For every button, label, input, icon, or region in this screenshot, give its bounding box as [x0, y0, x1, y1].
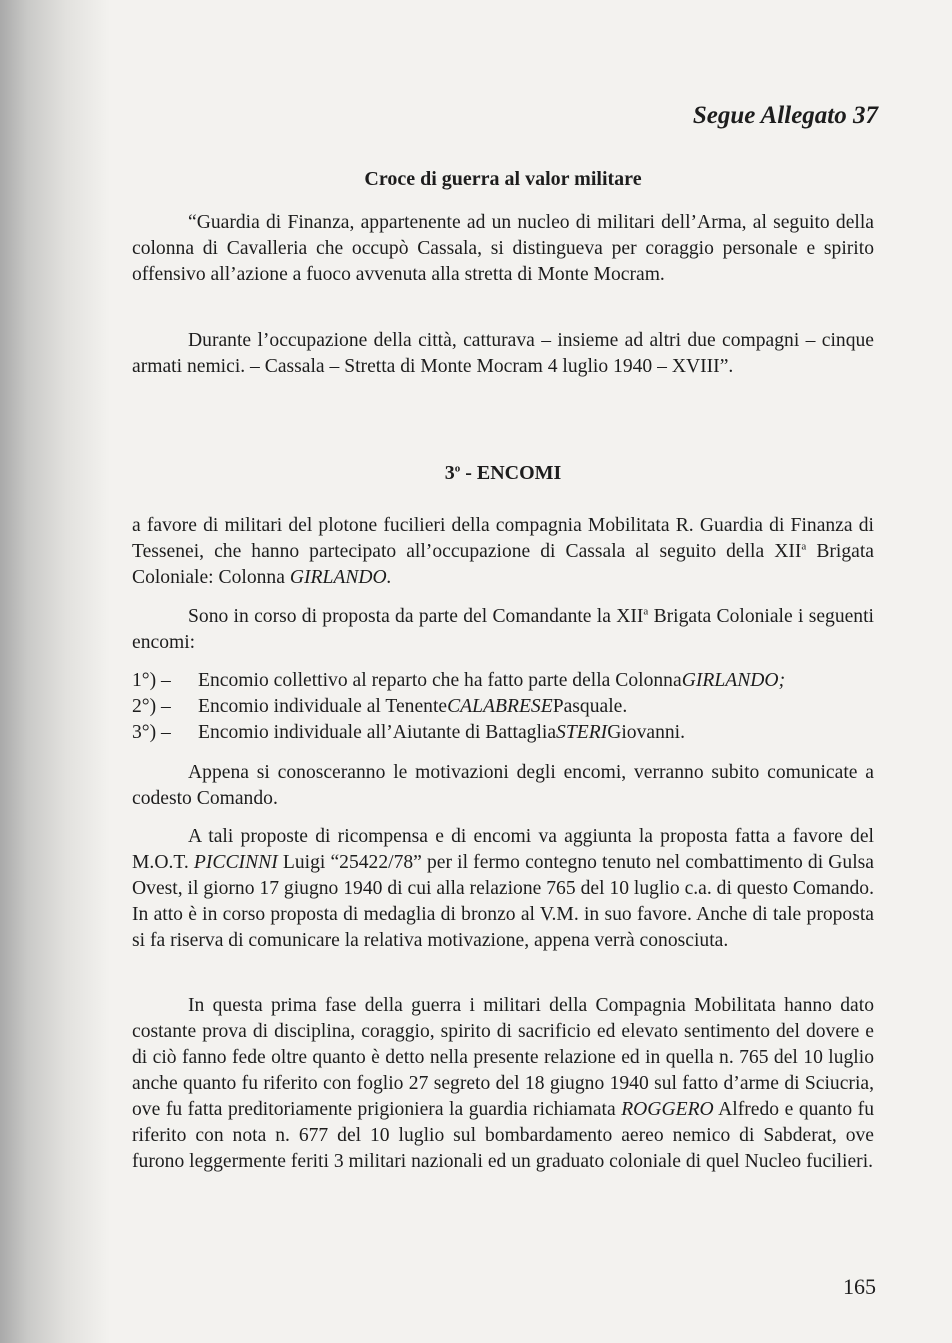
list-item: 1°) – Encomio collettivo al reparto che ha fatto parte della Colonna GIRLANDO;	[132, 668, 874, 694]
page-header: Segue Allegato 37	[692, 102, 878, 129]
person-name: ROGGERO	[621, 1099, 714, 1120]
person-name: GIRLANDO.	[289, 567, 392, 588]
proposal-paragraph: Sono in corso di proposta da parte del Comandante la XII$^a$ Brigata Coloniale i seguenti encomi:	[132, 605, 874, 653]
compagnia-paragraph: In questa prima fase della guerra i militari della Compagnia Mobilitata hanno dato costante prova di disciplina, coraggio, spirito di sacrificio ed elevato sentimento del dovere e di ciò fanno fede oltre quanto è detto nella presente relazione ed in quella n. 765 del 10 luglio anche quanto fu riferito con foglio 27 segreto del 18 giugno 1940 sul fatto d’arme di Sciucria, ove fu fatta preditoriamente prigioniera la guardia richiamata ROGGERO Alfredo e quanto fu riferito con nota n. 677 del 10 luglio sul bombardamento aereo nemico di Sabderat, ove furono leggermente feriti 3 militari nazionali ed un graduato coloniale di quel Nucleo fucilieri.	[132, 995, 874, 1172]
person-name: CALABRESE	[447, 696, 553, 717]
section-title-encomi: 3$^o$ - ENCOMI	[444, 462, 562, 484]
document-page	[132, 0, 878, 1343]
list-item: 2°) – Encomio individuale al Tenente CALABRESE Pasquale.	[132, 694, 874, 720]
piccinni-paragraph: A tali proposte di ricompensa e di encomi va aggiunta la proposta fatta a favore del M.O.T. PICCINNI Luigi “25422/78” per il fermo contegno tenuto nel combattimento di Gulsa Ovest, il giorno 17 giugno 1940 di cui alla relazione 765 del 10 luglio c.a. di questo Comando. In atto è in corso proposta di medaglia di bronzo al V.M. in suo favore. Anche di tale proposta si fa riserva di comunicare la relativa motivazione, appena verrà conosciuta.	[132, 826, 874, 951]
motivazioni-paragraph: Appena si conosceranno le motivazioni degli encomi, verranno subito comunicate a codesto Comando.	[132, 762, 874, 809]
list-item: 3°) – Encomio individuale all’Aiutante di Battaglia STERI Giovanni.	[132, 720, 874, 746]
encomi-list	[132, 668, 874, 746]
medal-title: Croce di guerra al valor militare	[364, 168, 642, 190]
person-name: STERI	[556, 722, 608, 743]
page-number: 165	[843, 1274, 876, 1299]
person-name: PICCINNI	[193, 852, 278, 873]
binding-shadow	[0, 0, 110, 1343]
person-name: GIRLANDO;	[681, 670, 786, 691]
medal-citation-paragraph-1: “Guardia di Finanza, appartenente ad un nucleo di militari dell’Arma, al seguito della colonna di Cavalleria che occupò Cassala, si distingueva per coraggio personale e spirito offensivo all’azione a fuoco avvenuta alla stretta di Monte Mocram.	[132, 212, 874, 285]
medal-citation-paragraph-2: Durante l’occupazione della città, catturava – insieme ad altri due compagni – cinque armati nemici. – Cassala – Stretta di Monte Mocram 4 luglio 1940 – XVIII”.	[132, 330, 874, 377]
encomi-intro-paragraph: a favore di militari del plotone fucilieri della compagnia Mobilitata R. Guardia di Finanza di Tessenei, che hanno partecipato all’occupazione di Cassala al seguito della XII$^a$ Brigata Coloniale: Colonna GIRLANDO.	[132, 515, 874, 588]
